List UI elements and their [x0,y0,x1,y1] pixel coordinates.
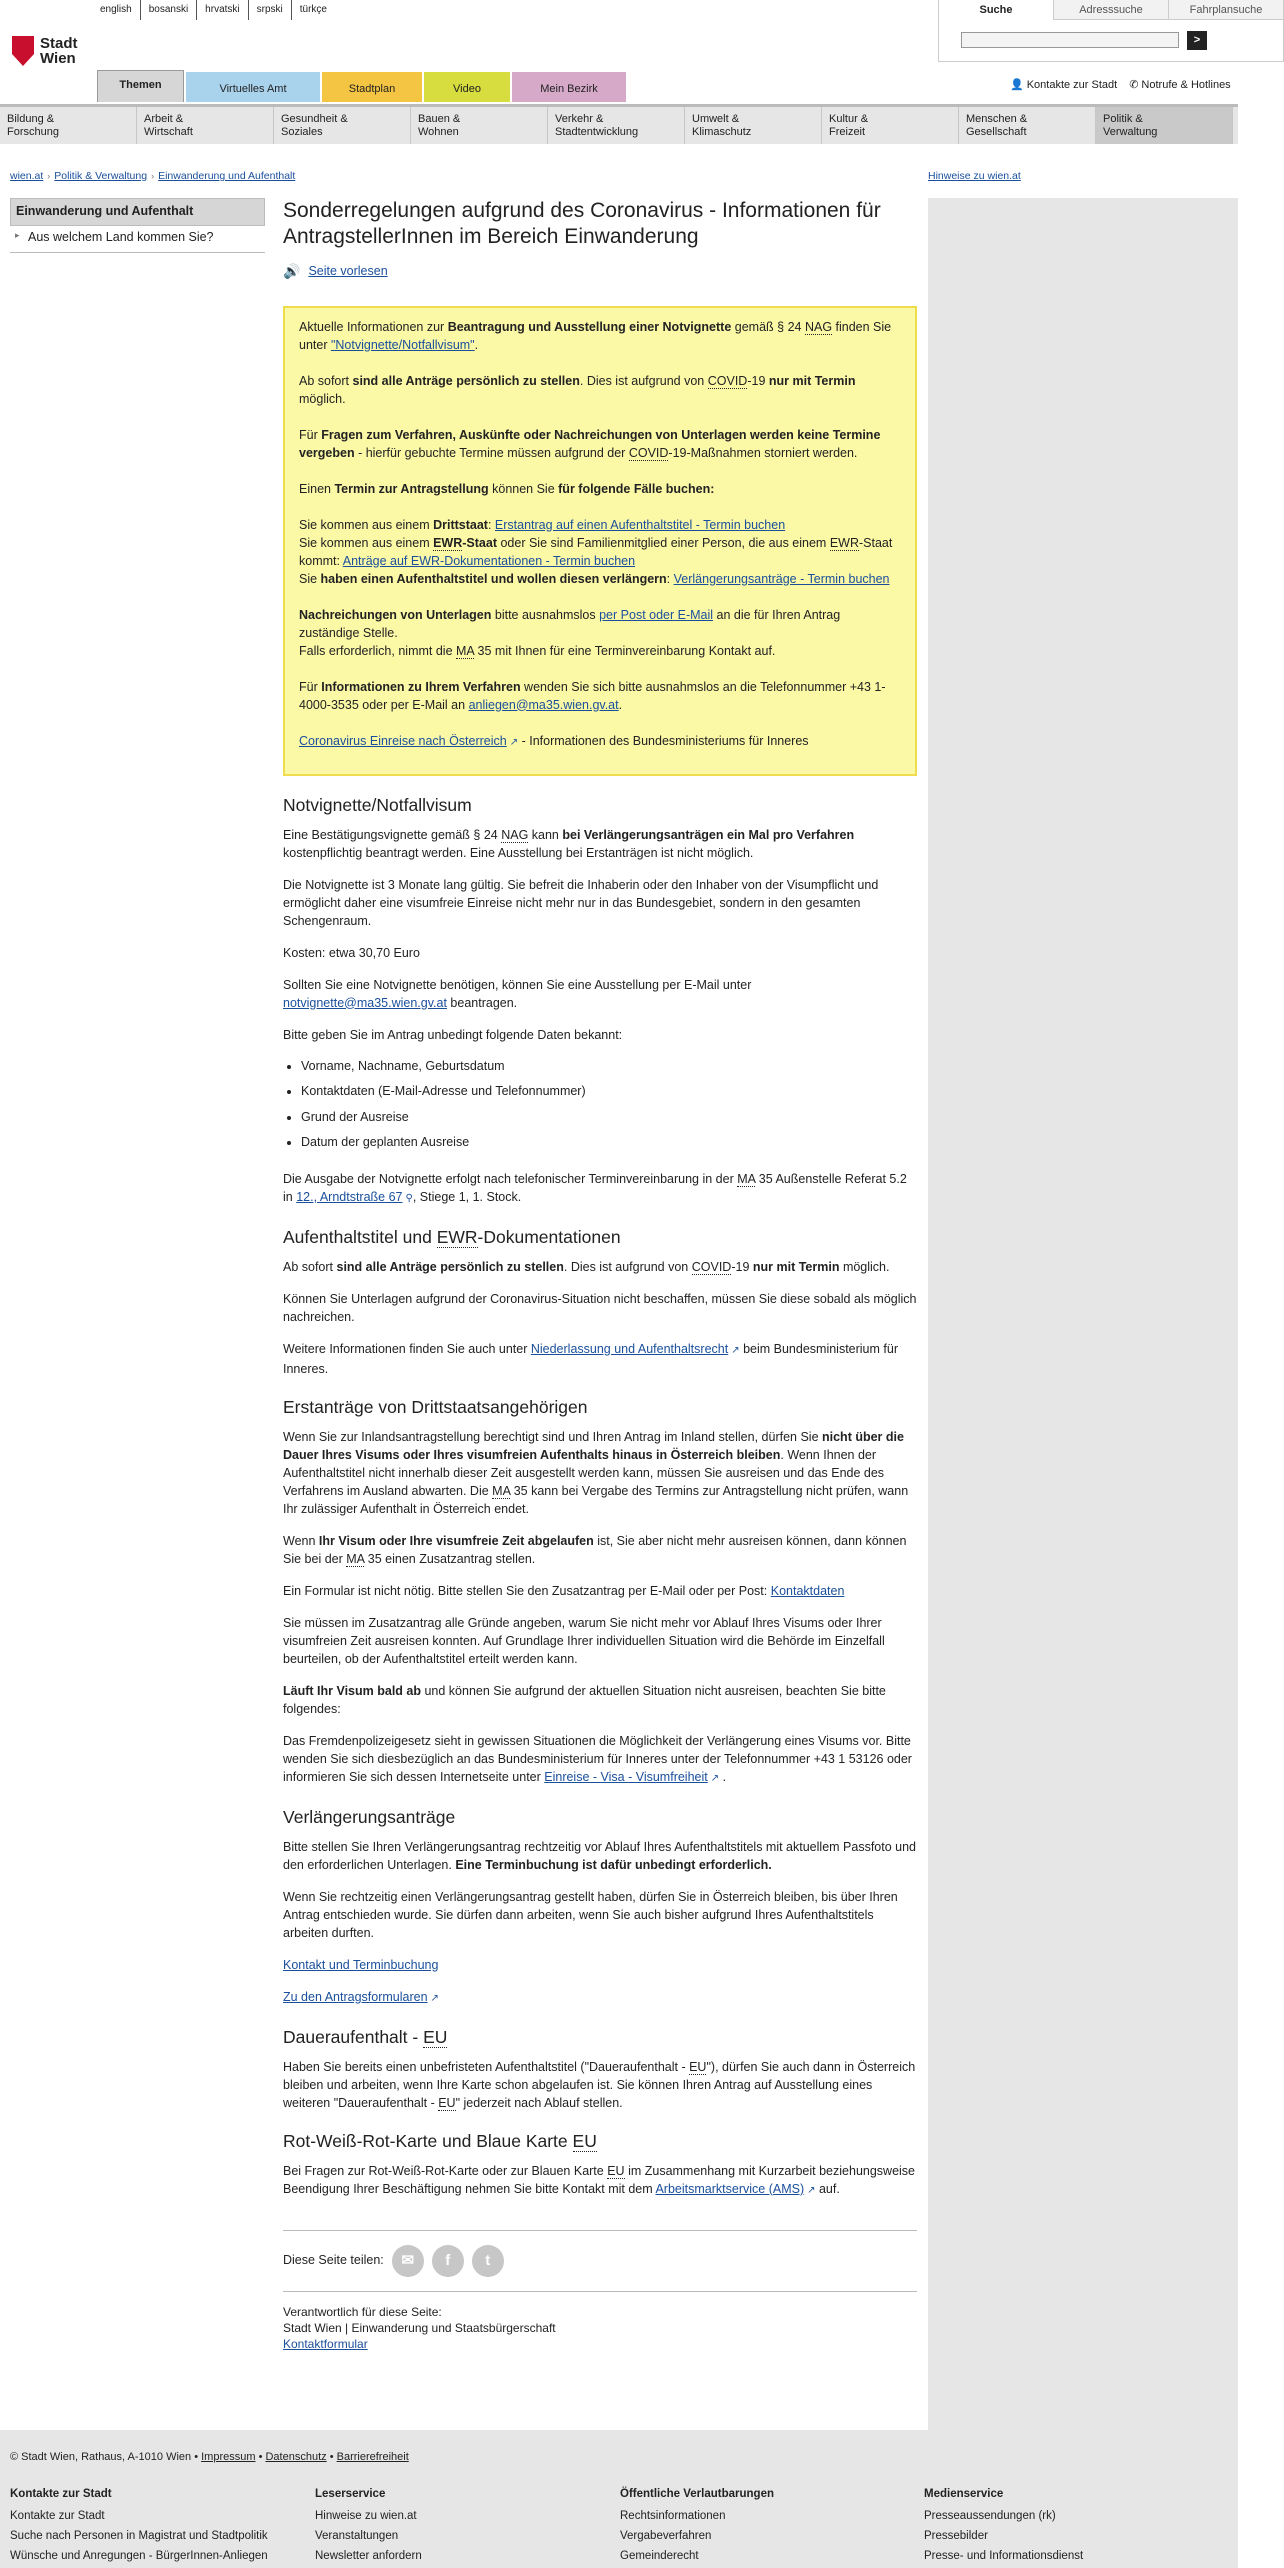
info-p7: Coronavirus Einreise nach Österreich ↗ - Informationen des Bundesministeriums für Inneres [299,732,901,752]
kontakte-link[interactable]: 👤 Kontakte zur Stadt [1010,78,1117,93]
category-bildung[interactable]: Bildung & Forschung [0,107,137,144]
page-title: Sonderregelungen aufgrund des Coronavirus - Informationen für AntragstellerInnen im Bereich Einwanderung [283,199,881,248]
left-nav [10,198,265,253]
footer-link[interactable]: Veranstaltungen [315,2530,399,2542]
breadcrumb-einwanderung[interactable]: Einwanderung und Aufenthalt [158,170,296,182]
person-icon: 👤 [1010,79,1024,91]
left-nav-heading[interactable]: Einwanderung und Aufenthalt [10,198,265,226]
breadcrumb-politik[interactable]: Politik & Verwaltung [54,170,148,182]
footer [0,2430,1238,2568]
search-submit-button[interactable]: > [1187,31,1207,50]
category-bauen[interactable]: Bauen & Wohnen [411,107,548,144]
footer-col-medienservice: Medienservice Presseaussendungen (rk) Pressebilder Presse- und Informationsdienst [924,2484,1083,2566]
data-list [301,1058,917,1152]
footer-col-verlautbarungen: Öffentliche Verlautbarungen Rechtsinformationen Vergabeverfahren Gemeinderecht [620,2484,774,2566]
anliegen-email-link[interactable]: anliegen@ma35.wien.gv.at [468,697,619,712]
search-tab-suche[interactable]: Suche [939,0,1053,20]
vorlesen [283,262,917,282]
footer-link[interactable]: Pressebilder [924,2530,988,2542]
barrierefreiheit-link[interactable]: Barrierefreiheit [336,2451,409,2463]
category-gesundheit[interactable]: Gesundheit & Soziales [274,107,411,144]
footer-col-kontakte: Kontakte zur Stadt Kontakte zur Stadt Suche nach Personen in Magistrat und Stadtpolitik Wünsche und Anregungen - BürgerInnen-Anliegen [10,2484,268,2566]
heading-verlaengerung: Verlängerungsanträge [283,1806,456,1827]
list-item: • Kontaktdaten (E-Mail-Adresse und Telefonnummer) [301,1083,917,1101]
hinweise-link[interactable]: Hinweise zu wien.at [928,170,1021,182]
tab-mein-bezirk[interactable]: Mein Bezirk [512,72,626,102]
email-share-icon[interactable]: ✉ [392,2245,424,2277]
external-link-icon: ↗ [430,1992,439,2004]
info-p1: Aktuelle Informationen zur Beantragung und Ausstellung einer Notvignette gemäß § 24 NAG finden Sie unter "Notvignette/Notfallvisum". [299,319,892,352]
lang-link-srpski[interactable]: srpski [249,0,292,20]
responsible-box: Verantwortlich für diese Seite: Stadt Wien | Einwanderung und Staatsbürgerschaft Kontaktformular [283,2291,917,2352]
footer-link[interactable]: Kontakte zur Stadt [10,2510,105,2522]
list-item: • Vorname, Nachname, Geburtsdatum [301,1058,917,1076]
chevron-right-icon: › [47,171,51,182]
footer-link[interactable]: Hinweise zu wien.at [315,2510,417,2522]
phone-icon: ✆ [1129,79,1139,91]
datenschutz-link[interactable]: Datenschutz [265,2451,327,2463]
external-link-icon: ↗ [731,1344,740,1356]
corona-info-box [283,306,917,776]
external-link-icon: ↗ [807,2184,816,2196]
info-p6: Für Informationen zu Ihrem Verfahren wenden Sie sich bitte ausnahmslos an die Telefonnummer +43 1-4000-3535 oder per E-Mail an anliegen@ma35.wien.gv.at. [299,679,886,712]
verlaengerung-termin-link[interactable]: Verlängerungsanträge - Termin buchen [673,571,890,586]
heading-daueraufenthalt: Daueraufenthalt - EU [283,2026,448,2047]
footer-link[interactable]: Newsletter anfordern [315,2550,422,2562]
info-p2: Ab sofort sind alle Anträge persönlich zu stellen. Dies ist aufgrund von COVID-19 nur mit Termin möglich. [299,373,856,406]
left-nav-item-land[interactable]: ▸ Aus welchem Land kommen Sie? [10,226,265,254]
visa-link[interactable]: Einreise - Visa - Visumfreiheit [544,1769,708,1784]
search-box [938,0,1284,62]
category-menschen[interactable]: Menschen & Gesellschaft [959,107,1096,144]
copyright: © Stadt Wien, Rathaus, A-1010 Wien • Impressum • Datenschutz • Barrierefreiheit [10,2451,409,2463]
notrufe-link[interactable]: ✆ Notrufe & Hotlines [1129,78,1230,93]
footer-link[interactable]: Presseaussendungen (rk) [924,2510,1056,2522]
niederlassung-link[interactable]: Niederlassung und Aufenthaltsrecht [530,1341,729,1356]
language-bar [92,0,335,20]
lang-link-turkce[interactable]: türkçe [299,4,327,15]
share-bar: Diese Seite teilen: ✉ f t [283,2230,917,2277]
list-item: • Grund der Ausreise [301,1109,917,1127]
tab-themen[interactable]: Themen [97,70,184,102]
vorlesen-link[interactable]: Seite vorlesen [308,264,388,279]
info-p3: Für Fragen zum Verfahren, Auskünfte oder Nachreichungen von Unterlagen werden keine Termine vergeben - hierfür gebuchte Termine müssen aufgrund der COVID-19-Maßnahmen storniert werden. [299,427,881,460]
main-nav [97,72,626,102]
coronavirus-einreise-link[interactable]: Coronavirus Einreise nach Österreich [299,733,507,748]
breadcrumb [10,169,295,184]
heading-notvignette: Notvignette/Notfallvisum [283,794,472,815]
notvignette-link[interactable]: "Notvignette/Notfallvisum" [330,337,475,352]
search-tab-fahrplansuche[interactable]: Fahrplansuche [1168,0,1283,20]
category-arbeit[interactable]: Arbeit & Wirtschaft [137,107,274,144]
lang-link-bosanski[interactable]: bosanski [141,0,197,20]
kontaktformular-link[interactable]: Kontaktformular [283,2336,368,2351]
info-p5: Nachreichungen von Unterlagen bitte ausnahmslos per Post oder E-Mail an die für Ihren Antrag zuständige Stelle. Falls erforderlich, nimmt die MA 35 mit Ihnen für eine Terminvereinbarung Kontakt auf. [299,607,841,658]
top-links [1010,78,1231,93]
speaker-icon: 🔊 [283,263,301,279]
search-input[interactable] [961,32,1179,48]
info-cases: Sie kommen aus einem Drittstaat: Erstantrag auf einen Aufenthaltstitel - Termin buchen Sie kommen aus einem EWR-Staat oder Sie sind Familienmitglied einer Person, die aus einem EWR-Staat kommt: Anträge auf EWR-Dokumentationen - Termin buchen Sie haben einen Aufenthaltstitel und wollen diesen verlängern: Verlängerungsanträge - Termin buchen [299,517,893,586]
breadcrumb-wien[interactable]: wien.at [10,170,44,182]
wien-shield-icon [12,36,34,66]
main-content: Sonderregelungen aufgrund des Coronavirus - Informationen für AntragstellerInnen im Bereich Einwanderung 🔊 Seite vorlesen Aktuelle Informationen zur Beantragung und Ausstellung einer Notvignette gemäß § 24 NAG finden Sie unter "Notvignette/Notfallvisum". Ab sofort sind alle Anträge persönlich zu stellen. Dies ist aufgrund von COVID-19 nur mit Termin möglich. Für Fragen zum Verfahren, Auskünfte oder Nachreichungen von Unterlagen werden keine Termine vergeben - hierfür gebuchte Termine müssen aufgrund der COVID-19-Maßnahmen storniert werden. Einen Termin zur Antragstellung können Sie für folgende Fälle buchen: Sie kommen aus einem Drittstaat: Erstantrag auf einen Aufenthaltstitel - Termin buchen Sie kommen aus einem EWR-Staat oder Sie sind Familienmitglied einer Person, die aus einem EWR-Staat kommt: Anträge auf EWR-Dokumentationen - Termin buchen Sie haben einen Aufenthaltstitel und wollen diesen verlängern: Verlängerungsanträge - Termin buchen Nachreichungen von Unterlagen bitte ausnahmslos per Post oder E-Mail an die für Ihren Antrag zuständige Stelle. Falls erforderlich, nimmt die MA 35 mit Ihnen für eine Terminvereinbarung Kontakt auf. Für Informationen zu Ihrem Verfahren wenden Sie sich bitte ausnahmslos an die Telefonnummer +43 1-4000-3535 oder per E-Mail an anliegen@ma35.wien.gv.at. Coronavirus Einreise nach Österreich ↗ - Informationen des Bundesministeriums für Inneres Notvignette/Notfallvisum Eine Bestätigungsvignette gemäß § 24 NAG kann bei Verlängerungsanträgen ein Mal pro Verfahren kostenpflichtig beantragt werden. Eine Ausstellung bei Erstanträgen ist nicht möglich. Die Notvignette ist 3 Monate lang gültig. Sie befreit die Inhaberin oder den Inhaber von der Visumpflicht und ermöglicht daher eine visumfreie Einreise nicht mehr nur in das Bundesgebiet, sondern in den gesamten Schengenraum. Kosten: etwa 30,70 Euro Sollten Sie eine Notvignette benötigen, können Sie eine Ausstellung per E-Mail unter notvignette@ma35.wien.gv.at beantragen. Bitte geben Sie im Antrag unbedingt folgende Daten bekannt: • Vorname, Nachname, Geburtsdatum • Kontaktdaten (E-Mail-Adresse und Telefonnummer) • Grund der Ausreise • Datum der geplanten Ausreise Die Ausgabe der Notvignette erfolgt nach telefonischer Terminvereinbarung in der MA 35 Außenstelle Referat 5.2 in 12., Arndtstraße 67 ⚲, Stiege 1, 1. Stock. Aufenthaltstitel und EWR-Dokumentationen Ab sofort sind alle Anträge persönlich zu stellen. Dies ist aufgrund von COVID-19 nur mit Termin möglich. Können Sie Unterlagen aufgrund der Coronavirus-Situation nicht beschaffen, müssen Sie diese sobald als möglich nachreichen. Weitere Informationen finden Sie auch unter Niederlassung und Aufenthaltsrecht ↗ beim Bundesministerium für Inneres. Erstanträge von Drittstaatsangehörigen Wenn Sie zur Inlandsantragstellung berechtigt sind und Ihren Antrag im Inland stellen, dürfen Sie nicht über die Dauer Ihres Visums oder Ihres visumfreien Aufenthalts hinaus in Österreich bleiben. Wenn Ihnen der Aufenthaltstitel nicht innerhalb dieser Zeit ausgestellt werden kann, müssen Sie ausreisen und das Ende des Verfahrens im Ausland abwarten. Die MA 35 kann bei Vergabe des Termins zur Antragstellung nicht prüfen, wann Ihr zulässiger Aufenthalt in Österreich endet. Wenn Ihr Visum oder Ihre visumfreie Zeit abgelaufen ist, Sie aber nicht mehr ausreisen können, dann können Sie bei der MA 35 einen Zusatzantrag stellen. Ein Formular ist nicht nötig. Bitte stellen Sie den Zusatzantrag per E-Mail oder per Post: Kontaktdaten Sie müssen im Zusatzantrag alle Gründe angeben, warum Sie nicht mehr vor Ablauf Ihres Visums oder Ihrer visumfreien Zeit ausreisen konnten. Auf Grundlage Ihrer individuellen Situation wird die Behörde im Einzelfall beurteilen, ob der Aufenthaltstitel erteilt werden kann. Läuft Ihr Visum bald ab und können Sie aufgrund der aktuellen Situation nicht ausreisen, beachten Sie bitte folgendes: Das Fremdenpolizeigesetz sieht in gewissen Situationen die Möglichkeit der Verlängerung eines Visums vor. Bitte wenden Sie sich diesbezüglich an das Bundesministerium für Inneres unter der Telefonnummer +43 1 53126 oder informieren Sie sich dessen Internetseite unter Einreise - Visa - Visumfreiheit ↗ . Verlängerungsanträge Bitte stellen Sie Ihren Verlängerungsantrag rechtzeitig vor Ablauf Ihres Aufenthaltstitels mit aktuellem Passfoto und den erforderlichen Unterlagen. Eine Terminbuchung ist dafür unbedingt erforderlich. Wenn Sie rechtzeitig einen Verlängerungsantrag gestellt haben, dürfen Sie in Österreich bleiben, bis über Ihren Antrag entschieden wurde. Sie dürfen dann arbeiten, wenn Sie auch bisher aufgrund Ihres Aufenthaltstitels arbeiten durften. Kontakt und Terminbuchung Zu den Antragsformularen ↗ Daueraufenthalt - EU Haben Sie bereits einen unbefristeten Aufenthaltstitel ("Daueraufenthalt - EU"), dürfen Sie auch dann in Österreich bleiben und arbeiten, wenn Ihre Karte schon abgelaufen ist. Sie können Ihren Antrag auf Ausstellung eines weiteren "Daueraufenthalt - EU" jederzeit nach Ablauf stellen. Rot-Weiß-Rot-Karte und Blaue Karte EU Bei Fragen zur Rot-Weiß-Rot-Karte oder zur Blauen Karte EU im Zusammenhang mit Kurzarbeit beziehungsweise Beendigung Ihrer Beschäftigung nehmen Sie bitte Kontakt mit dem Arbeitsmarktservice (AMS) ↗ auf. Diese Seite teilen: ✉ f t Verantwortlich für diese Seite: Stadt Wien | Einwanderung und Staatsbürgerschaft Kontaktformular [283,198,917,2352]
antragsformulare-link[interactable]: Zu den Antragsformularen [283,1989,428,2004]
search-tab-adresssuche[interactable]: Adresssuche [1053,0,1168,20]
chevron-right-icon: › [151,171,155,182]
erstantrag-termin-link[interactable]: Erstantrag auf einen Aufenthaltstitel - Termin buchen [494,517,786,532]
right-sidebar [928,198,1238,2430]
kontakt-terminbuchung-link[interactable]: Kontakt und Terminbuchung [283,1957,439,1972]
heading-erstantraege: Erstanträge von Drittstaatsangehörigen [283,1396,588,1417]
category-verkehr[interactable]: Verkehr & Stadtentwicklung [548,107,685,144]
post-email-link[interactable]: per Post oder E-Mail [599,607,714,622]
lang-link-english[interactable]: english [92,0,141,20]
ewr-termin-link[interactable]: Anträge auf EWR-Dokumentationen - Termin buchen [342,553,636,568]
category-politik[interactable]: Politik & Verwaltung [1096,107,1233,144]
address-map-link[interactable]: 12., Arndtstraße 67 [296,1189,403,1204]
lang-link-hrvatski[interactable]: hrvatski [197,0,248,20]
heading-rwr-karte: Rot-Weiß-Rot-Karte und Blaue Karte EU [283,2130,597,2151]
footer-link[interactable]: Rechtsinformationen [620,2510,726,2522]
external-link-icon: ↗ [509,736,519,748]
tab-video[interactable]: Video [424,72,510,102]
footer-link[interactable]: Vergabeverfahren [620,2530,712,2542]
category-bar [0,104,1238,144]
footer-link[interactable]: Presse- und Informationsdienst [924,2550,1084,2562]
heading-aufenthaltstitel: Aufenthaltstitel und EWR-Dokumentationen [283,1226,621,1247]
category-umwelt[interactable]: Umwelt & Klimaschutz [685,107,822,144]
footer-link[interactable]: Wünsche und Anregungen - BürgerInnen-Anliegen [10,2550,268,2562]
footer-link[interactable]: Gemeinderecht [620,2550,699,2562]
info-p4: Einen Termin zur Antragstellung können Sie für folgende Fälle buchen: [299,481,715,496]
external-link-icon: ↗ [710,1772,720,1784]
stadt-wien-logo[interactable]: Stadt Wien [12,36,78,66]
list-item: • Datum der geplanten Ausreise [301,1134,917,1152]
category-kultur[interactable]: Kultur & Freizeit [822,107,959,144]
tab-stadtplan[interactable]: Stadtplan [322,72,422,102]
ams-link[interactable]: Arbeitsmarktservice (AMS) [655,2181,805,2196]
footer-col-leserservice: Leserservice Hinweise zu wien.at Veranstaltungen Newsletter anfordern [315,2484,422,2566]
facebook-share-icon[interactable]: f [432,2245,464,2277]
kontaktdaten-link[interactable]: Kontaktdaten [770,1583,845,1598]
footer-link[interactable]: Suche nach Personen in Magistrat und Stadtpolitik [10,2530,268,2542]
notvignette-email-link[interactable]: notvignette@ma35.wien.gv.at [283,995,447,1010]
tab-virtuelles-amt[interactable]: Virtuelles Amt [186,72,320,102]
impressum-link[interactable]: Impressum [201,2451,256,2463]
twitter-share-icon[interactable]: t [472,2245,504,2277]
map-icon: ⚲ [405,1192,413,1204]
